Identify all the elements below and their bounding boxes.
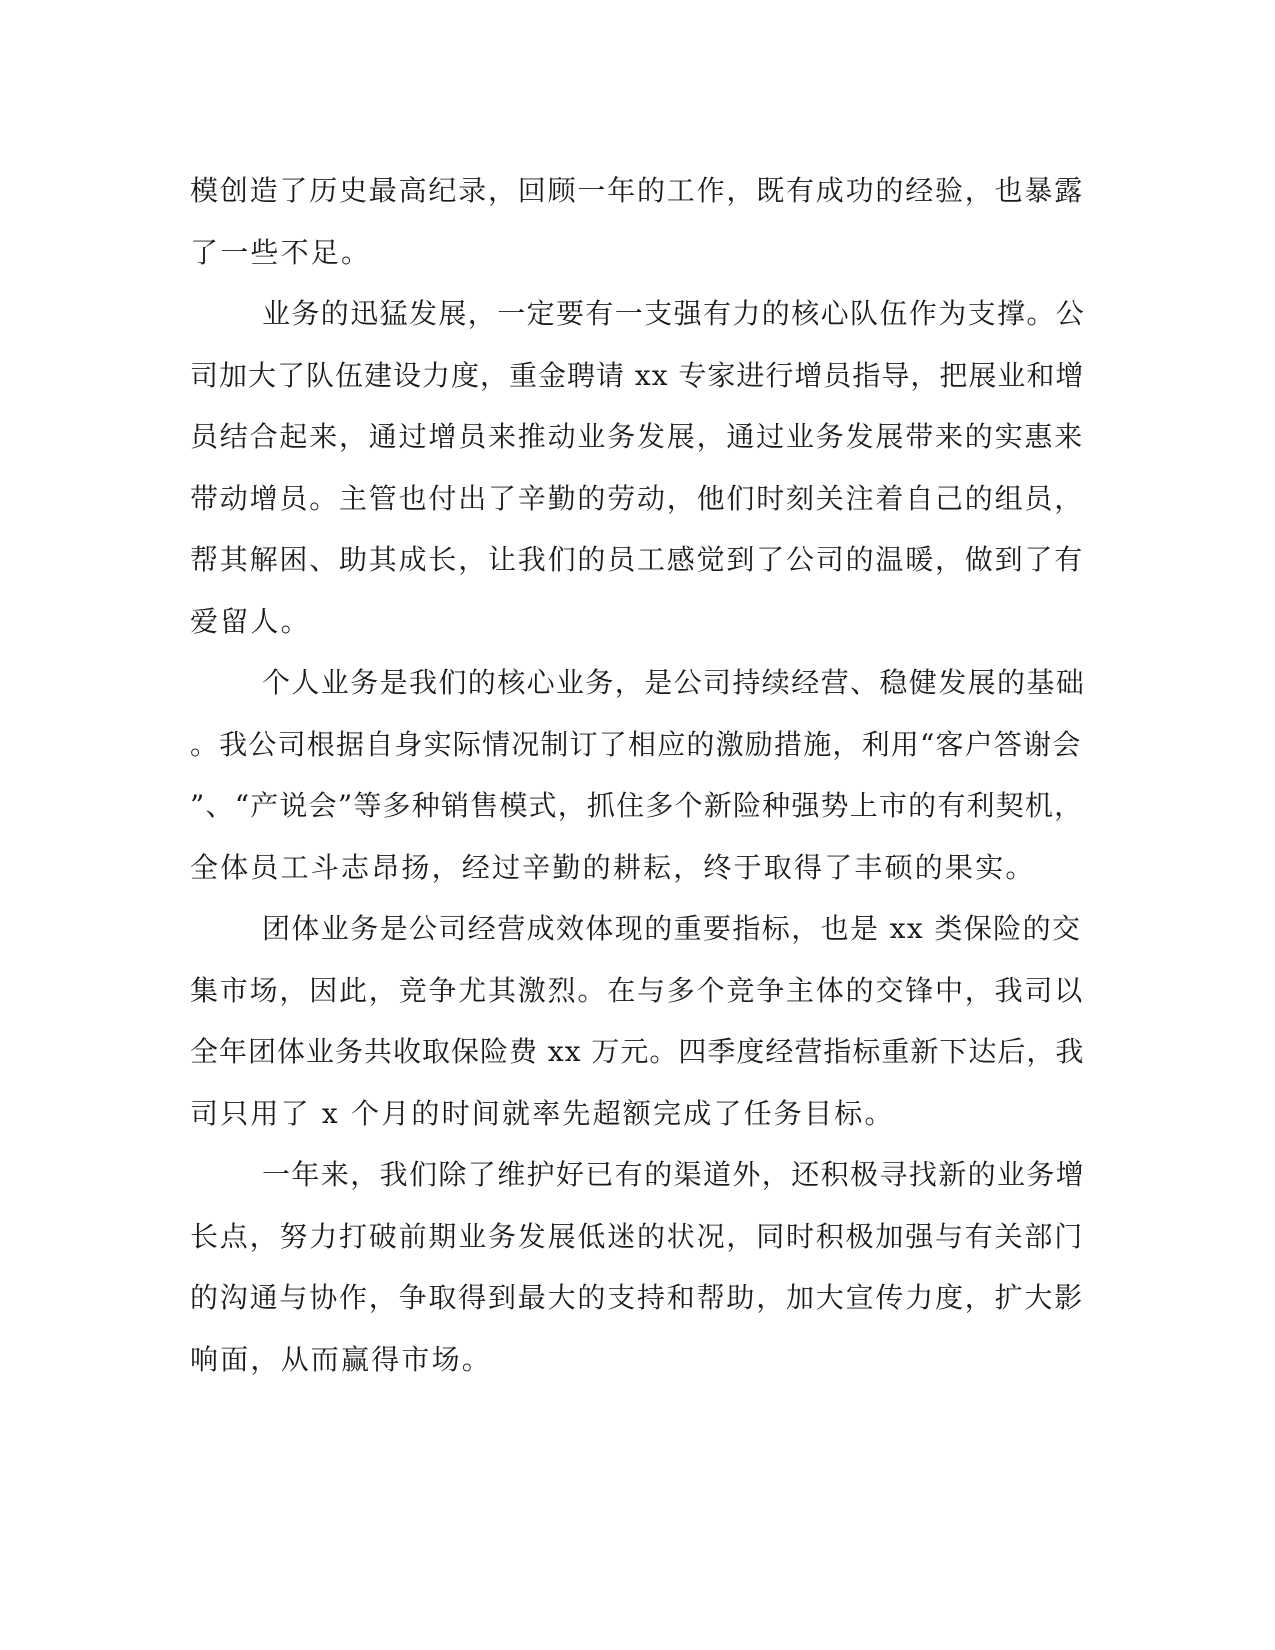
paragraph-start-line: 业务的迅猛发展，一定要有一支强有力的核心队伍作为支撑。公 (262, 297, 1086, 330)
text-line: 。我公司根据自身实际情况制订了相应的激励措施，利用“客户答谢会 (190, 727, 1082, 761)
text-line: 全年团体业务共收取保险费 xx 万元。四季度经营指标重新下达后，我 (190, 1035, 1085, 1068)
text-line: 长点，努力打破前期业务发展低迷的状况，同时积极加强与有关部门 (190, 1219, 1085, 1253)
text-line: 员结合起来，通过增员来推动业务发展，通过业务发展带来的实惠来 (190, 420, 1085, 453)
text-line: 响面，从而赢得市场。 (190, 1342, 493, 1376)
text-line: 全体员工斗志昂扬，经过辛勤的耕耘，终于取得了丰硕的果实。 (190, 850, 1036, 884)
text-line: 帮其解困、助其成长，让我们的员工感觉到了公司的温暖，做到了有 (190, 543, 1085, 576)
text-line: 集市场，因此，竞争尤其激烈。在与多个竞争主体的交锋中，我司以 (190, 973, 1085, 1007)
text-line: 模创造了历史最高纪录，回顾一年的工作，既有成功的经验，也暴露 (190, 174, 1085, 207)
text-line: 带动增员。主管也付出了辛勤的劳动，他们时刻关注着自己的组员， (190, 481, 1085, 515)
text-line: 了一些不足。 (190, 235, 372, 269)
text-line: 爱留人。 (190, 604, 311, 638)
paragraph-start-line: 团体业务是公司经营成效体现的重要指标，也是 xx 类保险的交 (262, 912, 1082, 945)
text-line: 司只用了 x 个月的时间就率先超额完成了任务目标。 (190, 1096, 895, 1130)
document-body (190, 160, 1085, 1390)
paragraph-start-line: 一年来，我们除了维护好已有的渠道外，还积极寻找新的业务增 (262, 1158, 1086, 1191)
paragraph-start-line: 个人业务是我们的核心业务，是公司持续经营、稳健发展的基础 (262, 666, 1086, 699)
text-line: 的沟通与协作，争取得到最大的支持和帮助，加大宣传力度，扩大影 (190, 1281, 1085, 1314)
text-line: ”、“产说会”等多种销售模式，抓住多个新险种强势上市的有利契机， (190, 789, 1084, 822)
text-line: 司加大了队伍建设力度，重金聘请 xx 专家进行增员指导，把展业和增 (190, 358, 1085, 392)
